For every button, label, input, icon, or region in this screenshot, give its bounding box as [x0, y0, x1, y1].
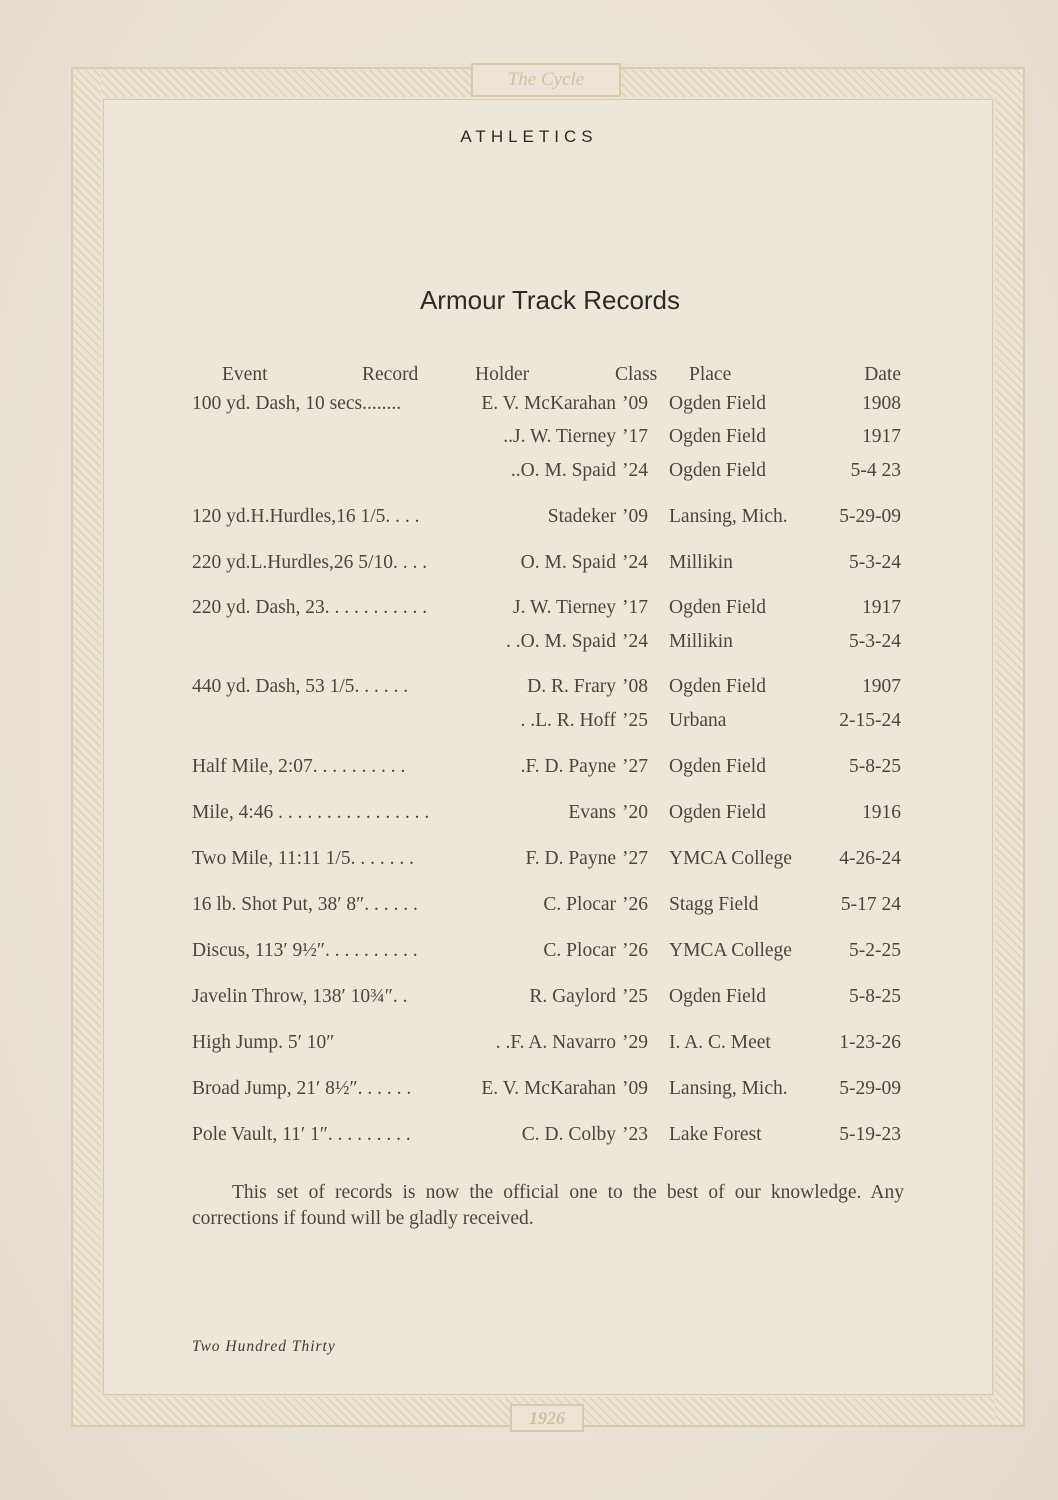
record-holder: Evans: [568, 802, 616, 823]
frame-border-right: [995, 69, 1023, 1425]
record-class: ’23: [622, 1124, 648, 1145]
record-event: 100 yd. Dash, 10 secs........: [192, 393, 402, 414]
record-place: I. A. C. Meet: [669, 1032, 771, 1053]
record-place: Ogden Field: [669, 460, 766, 481]
record-place: Lake Forest: [669, 1124, 762, 1145]
column-header-event: Event: [222, 364, 268, 385]
record-holder: C. Plocar: [543, 894, 616, 915]
record-holder: . .L. R. Hoff: [520, 710, 616, 731]
record-date: 1908: [862, 393, 901, 414]
record-date: 1917: [862, 597, 901, 618]
record-place: Ogden Field: [669, 802, 766, 823]
section-title: ATHLETICS: [460, 127, 598, 146]
records-note-text: This set of records is now the official one to the best of our knowledge. Any corrections if found will be gladly received.: [192, 1182, 904, 1229]
record-holder: ..O. M. Spaid: [510, 460, 616, 481]
record-event: Javelin Throw, 138′ 10¾″. .: [192, 986, 408, 1007]
record-place: Millikin: [669, 552, 733, 573]
record-holder: E. V. McKarahan: [481, 1078, 616, 1099]
record-date: 5-29-09: [839, 506, 901, 527]
record-class: ’17: [622, 597, 648, 618]
record-class: ’26: [622, 894, 648, 915]
record-event: 16 lb. Shot Put, 38′ 8″. . . . . .: [192, 894, 418, 915]
record-place: YMCA College: [669, 940, 792, 961]
record-class: ’24: [622, 460, 648, 481]
record-holder: Stadeker: [547, 506, 616, 527]
record-class: ’25: [622, 986, 648, 1007]
record-place: Ogden Field: [669, 756, 766, 777]
record-date: 5-3-24: [849, 631, 901, 652]
record-date: 2-15-24: [839, 710, 901, 731]
record-place: Urbana: [669, 710, 727, 731]
record-class: ’24: [622, 552, 648, 573]
record-class: ’27: [622, 848, 648, 869]
record-class: ’17: [622, 426, 648, 447]
record-class: ’08: [622, 676, 648, 697]
record-class: ’26: [622, 940, 648, 961]
record-event: Pole Vault, 11′ 1″. . . . . . . . .: [192, 1124, 411, 1145]
record-date: 5-17 24: [840, 894, 901, 915]
record-holder: D. R. Frary: [527, 676, 616, 697]
record-place: Ogden Field: [669, 597, 766, 618]
record-event: 220 yd. Dash, 23. . . . . . . . . . .: [192, 597, 428, 618]
column-header-record: Record: [362, 364, 419, 385]
record-holder: .F. D. Payne: [520, 756, 616, 777]
record-event: Mile, 4:46 . . . . . . . . . . . . . . . .: [192, 802, 430, 823]
record-holder: F. D. Payne: [525, 848, 616, 869]
record-class: ’25: [622, 710, 648, 731]
record-event: Half Mile, 2:07. . . . . . . . . .: [192, 756, 406, 777]
record-date: 1916: [862, 802, 901, 823]
frame-border-left: [73, 69, 101, 1425]
year-cartouche: 1926: [510, 1404, 584, 1432]
record-place: Ogden Field: [669, 426, 766, 447]
record-date: 5-4 23: [850, 460, 901, 481]
record-class: ’09: [622, 506, 648, 527]
record-holder: C. D. Colby: [521, 1124, 616, 1145]
record-date: 5-8-25: [849, 756, 901, 777]
column-header-holder: Holder: [475, 364, 530, 385]
record-place: Millikin: [669, 631, 733, 652]
record-place: Ogden Field: [669, 676, 766, 697]
record-date: 1907: [862, 676, 901, 697]
record-place: Lansing, Mich.: [669, 506, 788, 527]
record-event: 120 yd.H.Hurdles,16 1/5. . . .: [192, 506, 420, 527]
record-date: 5-2-25: [849, 940, 901, 961]
record-place: Stagg Field: [669, 894, 759, 915]
record-date: 5-19-23: [839, 1124, 901, 1145]
column-header-place: Place: [689, 364, 732, 385]
record-holder: C. Plocar: [543, 940, 616, 961]
record-class: ’24: [622, 631, 648, 652]
record-event: Broad Jump, 21′ 8½″. . . . . .: [192, 1078, 412, 1099]
record-place: Ogden Field: [669, 393, 766, 414]
record-holder: ..J. W. Tierney: [503, 426, 616, 447]
header-cartouche: The Cycle: [471, 63, 621, 97]
record-place: Ogden Field: [669, 986, 766, 1007]
record-date: 5-29-09: [839, 1078, 901, 1099]
record-event: 440 yd. Dash, 53 1/5. . . . . .: [192, 676, 409, 697]
record-date: 5-3-24: [849, 552, 901, 573]
record-event: 220 yd.L.Hurdles,26 5/10. . . .: [192, 552, 428, 573]
record-date: 1-23-26: [839, 1032, 901, 1053]
record-class: ’20: [622, 802, 648, 823]
page-title: Armour Track Records: [419, 285, 681, 315]
column-header-date: Date: [864, 364, 901, 385]
page-number: Two Hundred Thirty: [192, 1338, 336, 1355]
column-header-class: Class: [615, 364, 658, 385]
record-holder: E. V. McKarahan: [481, 393, 616, 414]
record-event: Two Mile, 11:11 1/5. . . . . . .: [192, 848, 414, 869]
records-note: [192, 1180, 904, 1232]
record-holder: O. M. Spaid: [520, 552, 616, 573]
record-holder: . .O. M. Spaid: [506, 631, 616, 652]
record-place: YMCA College: [669, 848, 792, 869]
record-class: ’29: [622, 1032, 648, 1053]
record-holder: J. W. Tierney: [513, 597, 616, 618]
record-place: Lansing, Mich.: [669, 1078, 788, 1099]
record-holder: R. Gaylord: [529, 986, 616, 1007]
record-event: High Jump. 5′ 10″: [192, 1032, 335, 1053]
record-holder: . .F. A. Navarro: [495, 1032, 616, 1053]
record-date: 5-8-25: [849, 986, 901, 1007]
record-class: ’09: [622, 1078, 648, 1099]
record-date: 1917: [862, 426, 901, 447]
record-class: ’27: [622, 756, 648, 777]
record-date: 4-26-24: [839, 848, 901, 869]
record-event: Discus, 113′ 9½″. . . . . . . . . .: [192, 940, 418, 961]
record-class: ’09: [622, 393, 648, 414]
